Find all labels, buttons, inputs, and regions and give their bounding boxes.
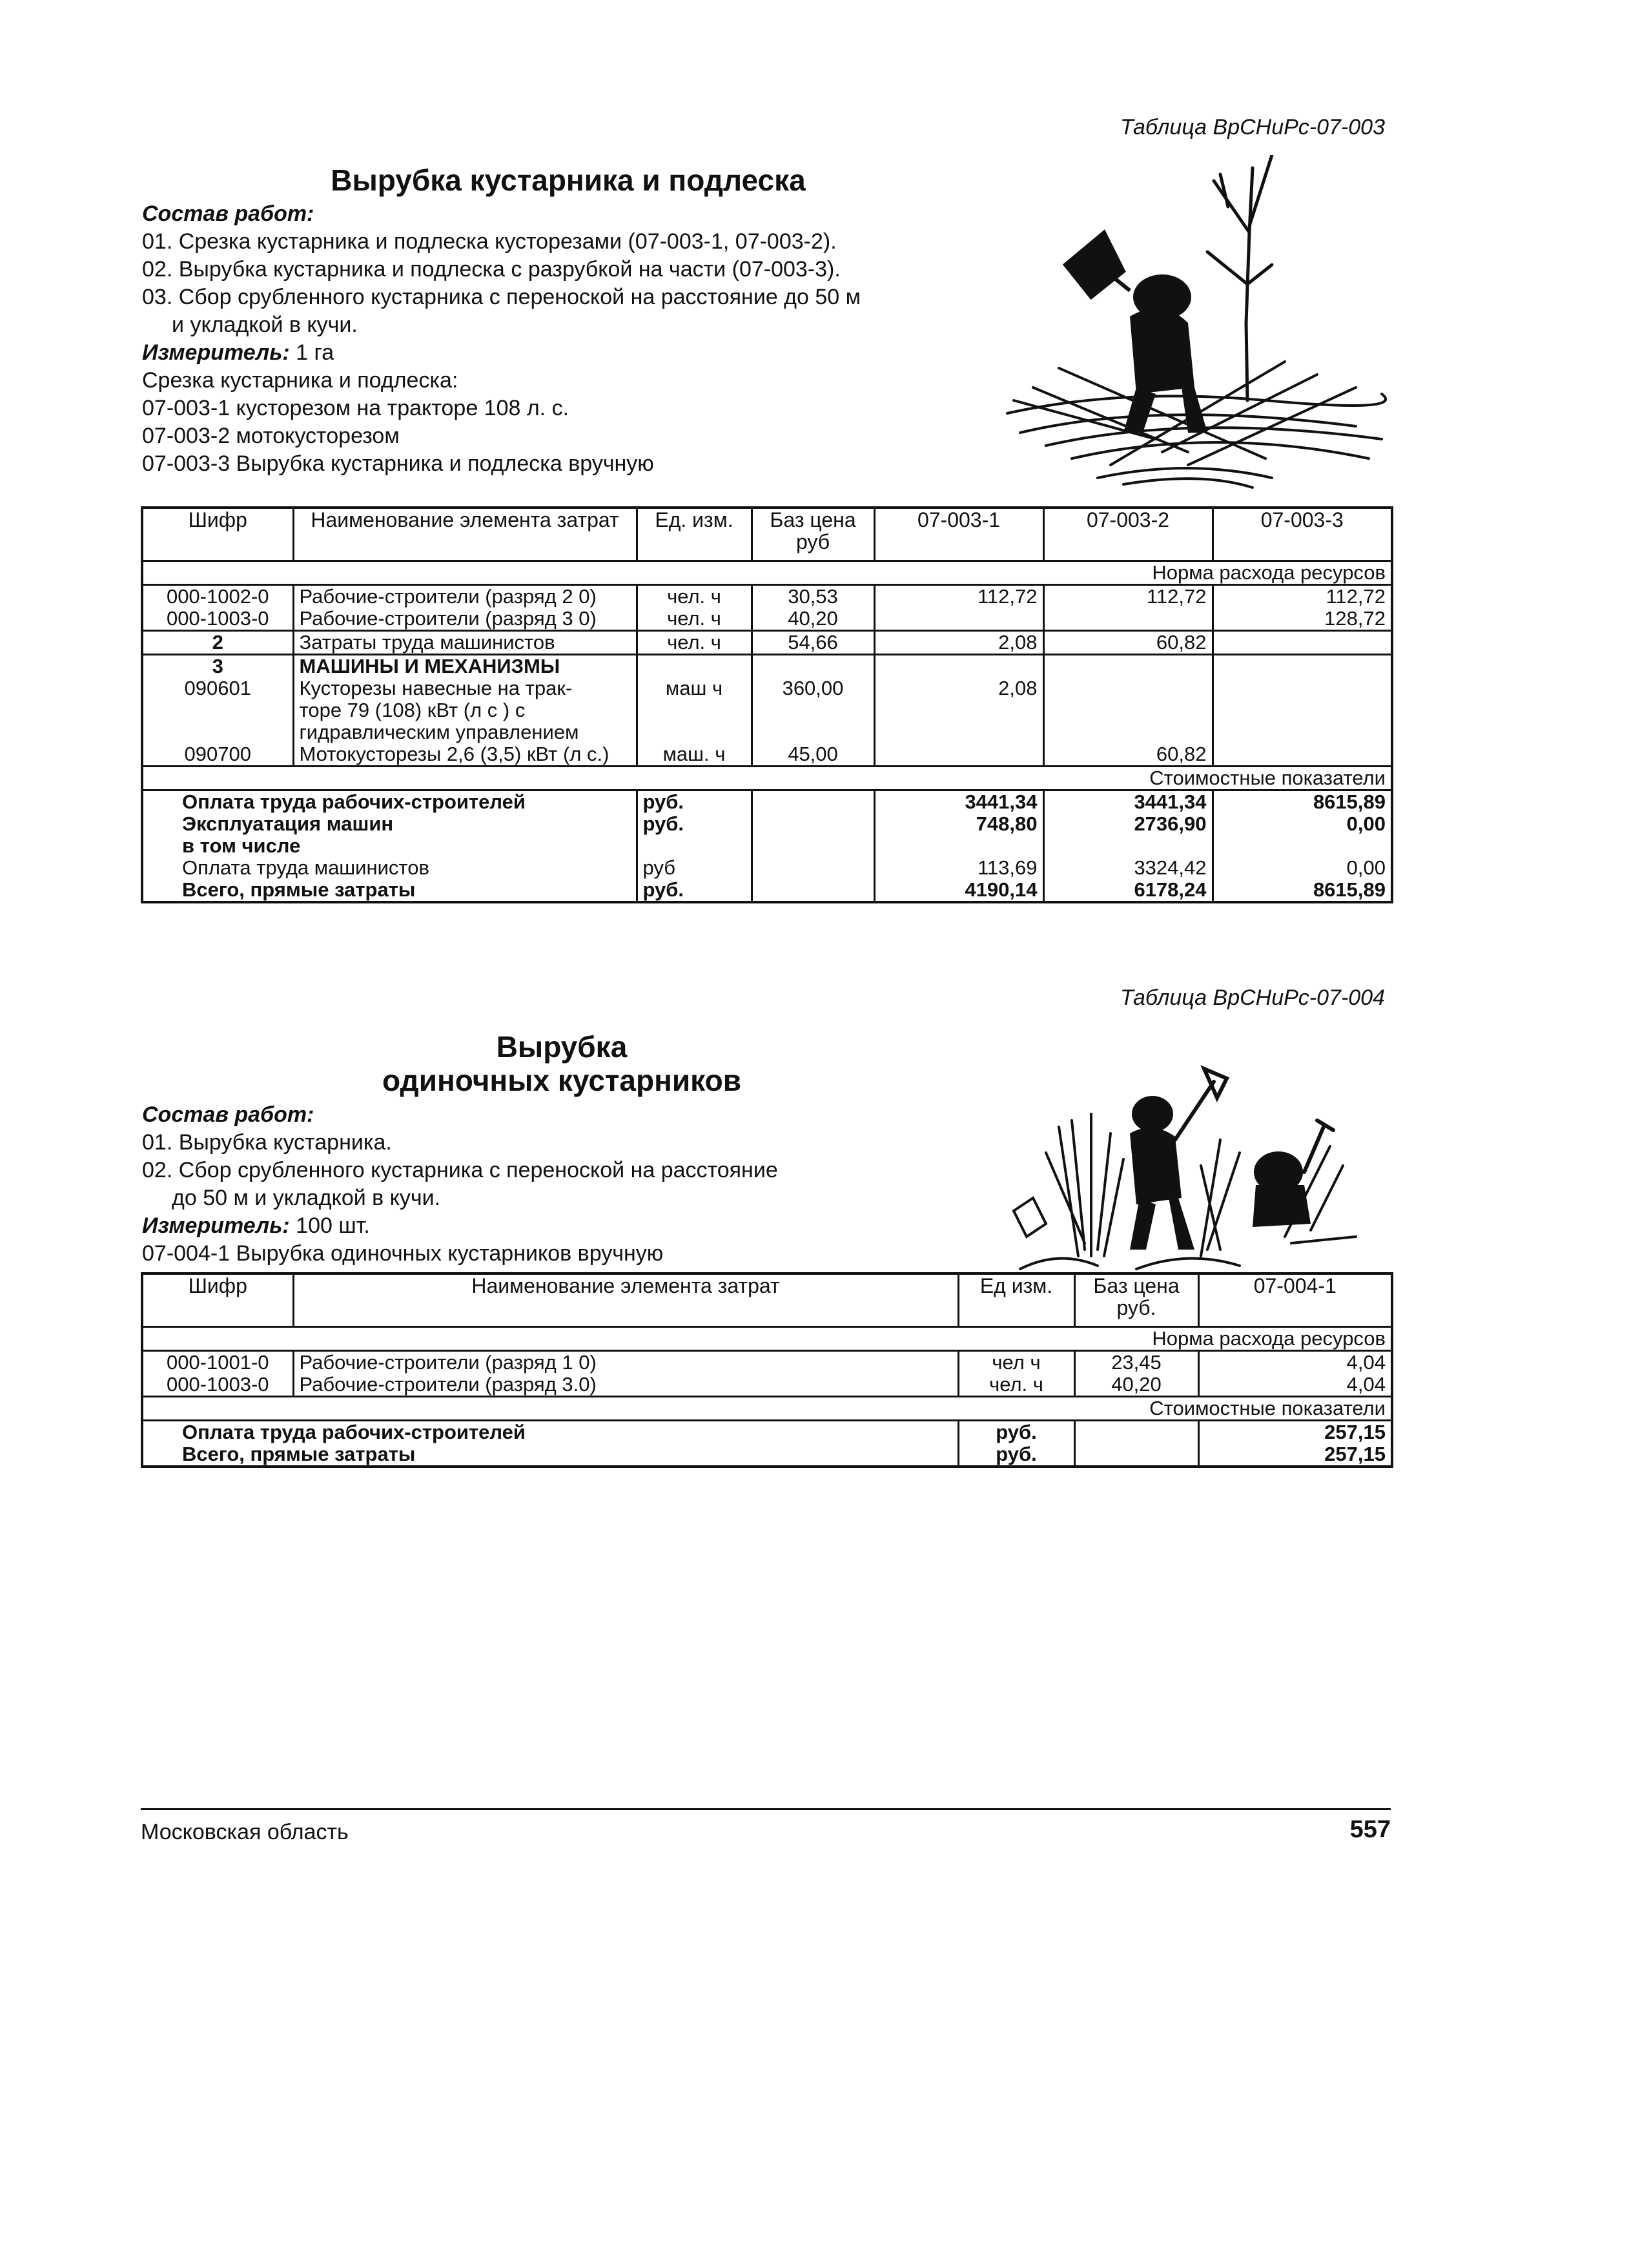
header-cell: 07-003-2: [1043, 508, 1213, 561]
cell-name: гидравлическим управлением: [293, 721, 637, 743]
table-label-1: Таблица ВрСНиРс-07-003: [1120, 115, 1385, 139]
cell-value: [874, 743, 1043, 767]
cell-value: 4,04: [1198, 1374, 1392, 1397]
cell-value: [1213, 654, 1392, 677]
cell-unit: [637, 721, 752, 743]
cell-value: [1213, 630, 1392, 654]
cost-value: 748,80: [874, 813, 1043, 835]
cost-price: [752, 790, 874, 813]
measure-label: Измеритель:: [142, 340, 290, 365]
cell-value: [1213, 721, 1392, 743]
cost-price: [752, 879, 874, 902]
header-cell: Ед изм.: [958, 1273, 1074, 1326]
cell-value: 112,72: [874, 584, 1043, 608]
cost-value: 8615,89: [1213, 790, 1392, 813]
cell-code: 090700: [142, 743, 293, 767]
cost-row: [142, 835, 1392, 857]
extra-line: 07-003-2 мотокусторезом: [142, 424, 400, 448]
table-row: [142, 584, 1392, 608]
header-cell: 07-004-1: [1198, 1273, 1392, 1326]
section-title-1: Вырубка кустарника и подлеска: [331, 163, 806, 197]
cost-row: [142, 813, 1392, 835]
header-cell: 07-003-3: [1213, 508, 1392, 561]
cell-unit: чел. ч: [958, 1374, 1074, 1397]
cell-value: [1213, 699, 1392, 721]
cost-price: [1074, 1420, 1198, 1443]
cost-row: [142, 879, 1392, 902]
cell-price: 54,66: [752, 630, 874, 654]
measure-value: 1 га: [289, 340, 334, 365]
cost-unit: руб.: [637, 790, 752, 813]
norm-label: Норма расхода ресурсов: [142, 561, 1392, 584]
composition-label: Состав работ:: [142, 1102, 314, 1127]
cell-price: 45,00: [752, 743, 874, 767]
cost-value: 257,15: [1198, 1443, 1392, 1467]
cell-name: Рабочие-строители (разряд 3.0): [293, 1374, 958, 1397]
cell-name: торе 79 (108) кВт (л с ) с: [293, 699, 637, 721]
extra-line: 07-003-1 кусторезом на тракторе 108 л. с.: [142, 396, 569, 420]
cell-value: 112,72: [1213, 584, 1392, 608]
cost-value: 8615,89: [1213, 879, 1392, 902]
cost-name: Оплата труда машинистов: [182, 856, 429, 879]
cost-unit: [637, 835, 752, 857]
table-header-row: [142, 508, 1392, 561]
header-cell: Баз цена руб: [752, 508, 874, 561]
brush-cutting-illustration: [994, 155, 1395, 491]
cell-name: МАШИНЫ И МЕХАНИЗМЫ: [293, 654, 637, 677]
cost-value: 3441,34: [1043, 790, 1213, 813]
cost-value: 0,00: [1213, 813, 1392, 835]
cell-value: [874, 721, 1043, 743]
cell-unit: маш. ч: [637, 743, 752, 767]
cost-row: [142, 1420, 1392, 1443]
table-row: [142, 677, 1392, 699]
cost-value: 3324,42: [1043, 857, 1213, 879]
cell-unit: чел. ч: [637, 584, 752, 608]
cell-value: [1043, 699, 1213, 721]
section-label-row: [142, 1326, 1392, 1350]
cell-name: Рабочие-строители (разряд 3 0): [293, 608, 637, 631]
cell-unit: маш ч: [637, 677, 752, 699]
cell-code: 090601: [184, 676, 251, 699]
cost-value: 2736,90: [1043, 813, 1213, 835]
cell-value: 2,08: [874, 630, 1043, 654]
bush-cutting-illustration: [1007, 1043, 1369, 1275]
cost-price: [752, 813, 874, 835]
header-cell: Наименование элемента затрат: [293, 508, 637, 561]
cell-value: 128,72: [1213, 608, 1392, 631]
work-line: до 50 м и укладкой в кучи.: [172, 1186, 441, 1210]
cost-value: [1213, 835, 1392, 857]
cell-value: [1043, 721, 1213, 743]
cell-value: [1043, 677, 1213, 699]
cost-unit: руб.: [958, 1420, 1074, 1443]
extra-line: 07-003-3 Вырубка кустарника и подлеска вручную: [142, 451, 654, 476]
cell-value: [1213, 743, 1392, 767]
cost-name: Эксплуатация машин: [182, 812, 394, 835]
table-row: [142, 654, 1392, 677]
cost-label: Стоимостные показатели: [142, 766, 1392, 790]
cell-code: [142, 721, 293, 743]
cost-row: [142, 790, 1392, 813]
cell-price: 360,00: [752, 677, 874, 699]
cost-price: [1074, 1443, 1198, 1467]
table-row: [142, 743, 1392, 767]
header-cell: Шифр: [142, 508, 293, 561]
cost-row: [142, 1443, 1392, 1467]
measure-value: 100 шт.: [289, 1213, 370, 1238]
cell-value: [874, 654, 1043, 677]
cell-unit: [637, 654, 752, 677]
work-description-1: [142, 200, 861, 478]
page-number: 557: [1349, 1816, 1391, 1843]
cell-price: 30,53: [752, 584, 874, 608]
cost-unit: руб: [637, 857, 752, 879]
header-cell: Ед. изм.: [637, 508, 752, 561]
cost-unit: руб.: [958, 1443, 1074, 1467]
section-title-line: одиночных кустарников: [382, 1064, 741, 1097]
cell-name: Рабочие-строители (разряд 1 0): [293, 1350, 958, 1374]
header-cell: Наименование элемента затрат: [293, 1273, 958, 1326]
cost-value: 0,00: [1213, 857, 1392, 879]
cell-code: 000-1001-0: [166, 1350, 269, 1374]
cost-value: 3441,34: [874, 790, 1043, 813]
cell-price: 23,45: [1074, 1350, 1198, 1374]
resource-table-2: [141, 1272, 1393, 1468]
cell-price: 40,20: [1074, 1374, 1198, 1397]
cost-name: Оплата труда рабочих-строителей: [182, 790, 526, 813]
footer-region: Московская область: [141, 1820, 349, 1844]
cell-code: 000-1003-0: [142, 1374, 293, 1397]
header-cell: Баз цена руб.: [1074, 1273, 1198, 1326]
cell-unit: чел. ч: [637, 608, 752, 631]
cost-name: Всего, прямые затраты: [182, 1442, 416, 1465]
cost-name: в том числе: [182, 834, 301, 857]
cell-price: [752, 654, 874, 677]
extra-line: 07-004-1 Вырубка одиночных кустарников вручную: [142, 1241, 664, 1266]
cell-price: 40,20: [752, 608, 874, 631]
cell-value: 4,04: [1198, 1350, 1392, 1374]
cell-value: 112,72: [1043, 584, 1213, 608]
footer-rule: [141, 1808, 1391, 1810]
header-cell: Шифр: [142, 1273, 293, 1326]
cell-code: 3: [212, 654, 223, 677]
cost-name: Оплата труда рабочих-строителей: [182, 1420, 526, 1443]
extra-line: Срезка кустарника и подлеска:: [142, 368, 458, 393]
section-title-line: Вырубка: [496, 1030, 628, 1064]
work-line: 01. Срезка кустарника и подлеска кусторезами (07-003-1, 07-003-2).: [142, 229, 837, 254]
norm-label: Норма расхода ресурсов: [142, 1326, 1392, 1350]
cell-code: 2: [142, 630, 293, 654]
work-line: 02. Вырубка кустарника и подлеска с разрубкой на части (07-003-3).: [142, 257, 841, 282]
cell-code: 000-1003-0: [142, 608, 293, 631]
measure-line: [142, 339, 861, 367]
cost-value: [1043, 835, 1213, 857]
work-line: 01. Вырубка кустарника.: [142, 1130, 392, 1155]
cell-price: [752, 721, 874, 743]
work-line: 03. Сбор срубленного кустарника с переноской на расстояние до 50 м: [142, 285, 861, 309]
section-label-row: [142, 1396, 1392, 1420]
cell-value: [874, 699, 1043, 721]
cost-value: [874, 835, 1043, 857]
cell-value: [1043, 608, 1213, 631]
cell-value: 60,82: [1043, 630, 1213, 654]
cost-unit: руб.: [637, 879, 752, 902]
cell-value: [874, 608, 1043, 631]
cost-label: Стоимостные показатели: [142, 1396, 1392, 1420]
cell-code: [142, 699, 293, 721]
table-row: [142, 721, 1392, 743]
composition-label: Состав работ:: [142, 201, 314, 226]
cell-unit: чел ч: [958, 1350, 1074, 1374]
table-row: [142, 1350, 1392, 1374]
table-label-2: Таблица ВрСНиРс-07-004: [1120, 985, 1385, 1010]
cost-unit: руб.: [637, 813, 752, 835]
cell-code: 000-1002-0: [166, 584, 269, 608]
cell-value: [1043, 654, 1213, 677]
section-label-row: [142, 766, 1392, 790]
section-title-2: [362, 1030, 762, 1097]
cost-price: [752, 857, 874, 879]
cell-value: 60,82: [1043, 743, 1213, 767]
table-row: [142, 1374, 1392, 1397]
table-row: [142, 699, 1392, 721]
cost-value: 113,69: [874, 857, 1043, 879]
work-line: 02. Сбор срубленного кустарника с переноской на расстояние: [142, 1158, 778, 1182]
cost-row: [142, 857, 1392, 879]
cell-value: [1213, 677, 1392, 699]
measure-line: [142, 1212, 778, 1240]
table-header-row: [142, 1273, 1392, 1326]
section-label-row: [142, 561, 1392, 584]
cell-name: Затраты труда машинистов: [293, 630, 637, 654]
resource-table-1: [141, 506, 1393, 903]
cell-name: Рабочие-строители (разряд 2 0): [293, 584, 637, 608]
cell-name: Кусторезы навесные на трак-: [293, 677, 637, 699]
header-cell: 07-003-1: [874, 508, 1043, 561]
cell-price: [752, 699, 874, 721]
cost-value: 6178,24: [1043, 879, 1213, 902]
cell-unit: чел. ч: [637, 630, 752, 654]
table-row: [142, 608, 1392, 631]
cell-name: Мотокусторезы 2,6 (3,5) кВт (л с.): [293, 743, 637, 767]
cell-unit: [637, 699, 752, 721]
cost-price: [752, 835, 874, 857]
cost-name: Всего, прямые затраты: [182, 878, 416, 901]
cell-value: 2,08: [874, 677, 1043, 699]
measure-label: Измеритель:: [142, 1213, 290, 1238]
work-line: и укладкой в кучи.: [172, 313, 358, 337]
work-description-2: [142, 1101, 778, 1268]
cost-value: 257,15: [1198, 1420, 1392, 1443]
table-row: [142, 630, 1392, 654]
cost-value: 4190,14: [874, 879, 1043, 902]
